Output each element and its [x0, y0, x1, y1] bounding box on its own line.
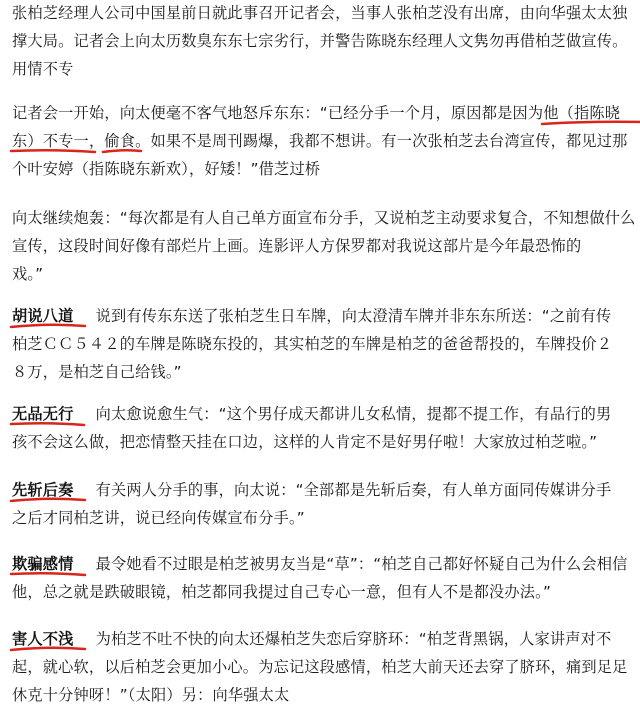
- paragraph-line: 害人不浅 为柏芝不吐不快的向太还爆柏芝失恋后穿脐环：“柏芝背黑锅，人家讲声对不: [12, 629, 611, 649]
- paragraph-line: 欺骗感情 最令她看不过眼是柏芝被男友当是“草”：“柏芝自己都好怀疑自己为什么会相信: [12, 554, 628, 574]
- section-tag: 无品无行: [12, 404, 74, 424]
- paragraph-line: 之后才同柏芝讲，说已经向传媒宣布分手。”: [12, 509, 305, 527]
- paragraph-line: 宣传，这段时间好像有部烂片上画。连影评人方保罗都对我说这部片是今年最恐怖的: [12, 237, 582, 255]
- paragraph-line: 起，就心软，以后柏芝会更加小心。为忘记这段感情，柏芝大前天还去穿了脐环，痛到足足: [12, 658, 628, 676]
- paragraph-line: 戏。”: [12, 265, 44, 283]
- paragraph-line: 胡说八道 说到有传东东送了张柏芝生日车牌，向太澄清车牌并非东东所送：“之前有传: [12, 306, 611, 326]
- section-tag: 欺骗感情: [12, 554, 74, 574]
- underlined-text: 东）不专一: [12, 131, 89, 151]
- paragraph-line: 向太继续炮轰：“每次都是有人自己单方面宣布分手，又说柏芝主动要求复合，不知想做什么: [12, 209, 636, 227]
- section-tag: 胡说八道: [12, 306, 74, 326]
- paragraph-line: 个叶安婷（指陈晓东新欢），好矮！”借芝过桥: [12, 160, 321, 178]
- paragraph-line: 他，总之就是跌破眼镜，柏芝都同我提过自己专心一意，但有人不是都没办法。”: [12, 583, 552, 601]
- paragraph-line: 先斩后奏 有关两人分手的事，向太说：“全部都是先斩后奏，有人单方面同传媒讲分手: [12, 480, 611, 500]
- paragraph-line: 张柏芝经理人公司中国星前日就此事召开记者会，当事人张柏芝没有出席，由向华强太太独: [12, 4, 628, 22]
- article-body: [12, 0, 636, 715]
- underlined-text: 偷食: [104, 131, 135, 151]
- paragraph-line: 东）不专一 ，偷食 。如果不是周刊踢爆，我都不想讲。有一次张柏芝去台湾宣传，都见过那: [12, 131, 628, 151]
- underlined-text: 他（指陈晓: [543, 103, 620, 123]
- paragraph-line: ８万，是柏芝自己给钱。”: [12, 363, 182, 381]
- paragraph-line: 无品无行 向太愈说愈生气：“这个男仔成天都讲儿女私情，提都不提工作，有品行的男: [12, 404, 611, 424]
- paragraph-line: 孩不会这么做，把恋情整天挂在口边，这样的人肯定不是好男仔啦！大家放过柏芝啦。”: [12, 433, 598, 451]
- section-tag: 害人不浅: [12, 629, 74, 649]
- paragraph-line: 休克十分钟呀！”（太阳）另：向华强太太: [12, 686, 290, 704]
- paragraph-line: 记者会一开始，向太便毫不客气地怒斥东东：“已经分手一个月，原因都是因为他（指陈晓: [12, 103, 620, 123]
- paragraph-line: 柏芝ＣＣ５４２的车牌是陈晓东投的，其实柏芝的车牌是柏芝的爸爸帮投的，车牌投价２: [12, 335, 613, 353]
- section-tag: 先斩后奏: [12, 480, 74, 500]
- section-heading: 用情不专: [12, 60, 74, 78]
- paragraph-line: 撑大局。记者会上向太历数臭东东七宗劣行，并警告陈晓东经理人文隽勿再借柏芝做宣传。: [12, 32, 628, 50]
